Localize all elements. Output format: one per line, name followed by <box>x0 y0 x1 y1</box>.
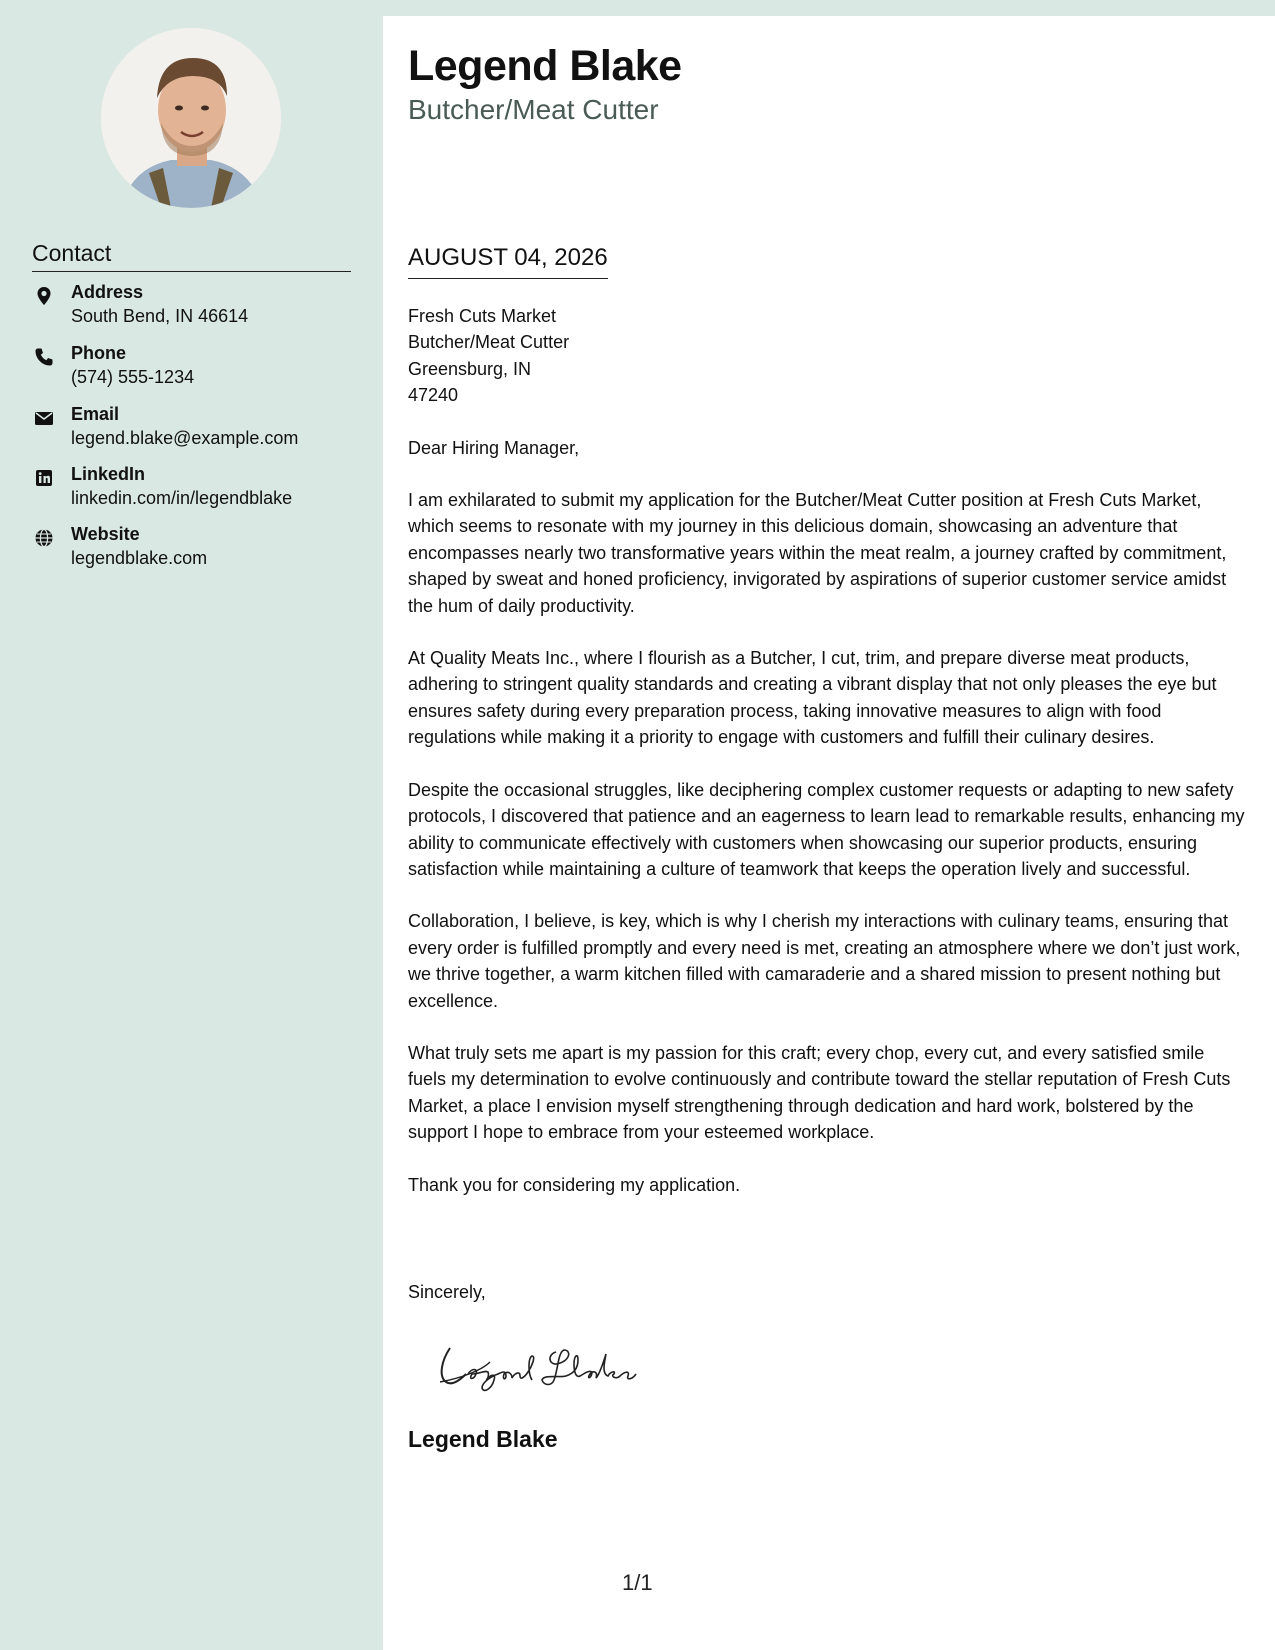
email-label: Email <box>71 404 120 424</box>
paragraph: Despite the occasional struggles, like deciphering complex customer requests or adapting to new safety protocols, I discovered that patience and an eagerness to learn lead to remarkable results, enhancing my ability to communicate effectively with customers when showcasing our superior products, ensuring satisfaction while maintaining a culture of teamwork that keeps the operation lively and successful. <box>408 779 1245 879</box>
globe-icon <box>34 528 54 548</box>
profile-photo <box>101 28 281 208</box>
thank-you-line: Thank you for considering my application. <box>408 1174 741 1195</box>
letter-body <box>408 303 1246 1224</box>
linkedin-icon <box>34 468 54 488</box>
recipient-city: Greensburg, IN <box>408 358 532 379</box>
recipient-company: Fresh Cuts Market <box>408 306 557 326</box>
page-number: 1/1 <box>622 1570 653 1595</box>
website-label: Website <box>71 524 140 544</box>
greeting: Dear Hiring Manager, <box>408 437 580 458</box>
recipient-zip: 47240 <box>408 385 459 406</box>
applicant-name: Legend Blake <box>408 42 682 90</box>
linkedin-value[interactable]: linkedin.com/in/legendblake <box>71 488 293 508</box>
contact-website <box>32 524 362 576</box>
contact-linkedin <box>32 464 362 516</box>
job-title: Butcher/Meat Cutter <box>408 94 659 125</box>
website-value[interactable]: legendblake.com <box>71 548 208 568</box>
address-value: South Bend, IN 46614 <box>71 306 249 326</box>
phone-value: (574) 555-1234 <box>71 367 195 387</box>
closing: Sincerely, <box>408 1282 486 1302</box>
letter-date: AUGUST 04, 2026 <box>408 244 608 279</box>
handwritten-signature <box>432 1330 652 1400</box>
contact-email <box>32 404 362 456</box>
contact-heading: Contact <box>32 240 351 272</box>
envelope-icon <box>34 408 54 428</box>
email-value[interactable]: legend.blake@example.com <box>71 428 299 448</box>
sidebar <box>0 0 383 1650</box>
paragraph: I am exhilarated to submit my application for the Butcher/Meat Cutter position at Fresh Cuts Market, which seems to resonate with my journey in this delicious domain, showcasing an adventure that encompasses nearly two transformative years within the meat realm, a journey crafted by commitment, shaped by sweat and honed proficiency, invigorated by aspirations of superior customer service amidst the hum of daily productivity. <box>408 490 1227 616</box>
linkedin-label: LinkedIn <box>71 464 146 484</box>
address-label: Address <box>71 282 144 302</box>
contact-address <box>32 282 362 334</box>
signed-name: Legend Blake <box>408 1426 558 1452</box>
contact-phone <box>32 343 362 395</box>
paragraph: At Quality Meats Inc., where I flourish as a Butcher, I cut, trim, and prepare diverse meat products, adhering to stringent quality standards and creating a vibrant display that not only pleases the eye but ensures safety during every preparation process, taking innovative measures to align with food regulations while making it a priority to engage with customers and fulfill their culinary desires. <box>408 648 1217 748</box>
paragraph: Collaboration, I believe, is key, which is why I cherish my interactions with culinary teams, ensuring that every order is fulfilled promptly and every need is met, creating an atmosphere where we don’t just work, we thrive together, a warm kitchen filled with camaraderie and a shared mission to present nothing but excellence. <box>408 911 1241 1011</box>
phone-icon <box>34 347 54 367</box>
phone-label: Phone <box>71 343 127 363</box>
recipient-position: Butcher/Meat Cutter <box>408 332 570 353</box>
recipient-block <box>408 303 1246 409</box>
location-pin-icon <box>34 286 54 306</box>
paragraph: What truly sets me apart is my passion for this craft; every chop, every cut, and every satisfied smile fuels my determination to evolve continuously and contribute toward the stellar reputation of Fresh Cuts Market, a place I envision myself strengthening through dedication and hard work, bolstered by the support I hope to embrace from your esteemed workplace. <box>408 1042 1231 1143</box>
